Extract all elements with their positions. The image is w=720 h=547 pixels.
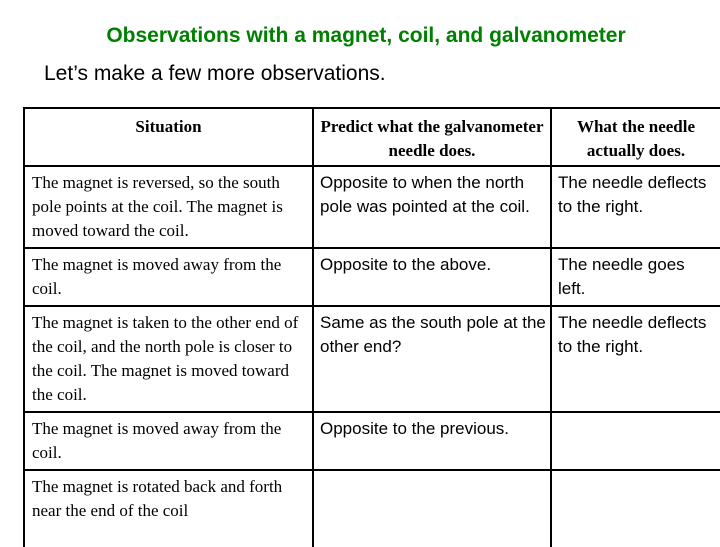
table-row xyxy=(24,412,720,470)
table-row xyxy=(24,166,720,248)
situation-cell: The magnet is taken to the other end of the coil, and the north pole is closer to the coil. The magnet is moved toward the coil. xyxy=(24,306,313,412)
header-actual: What the needle actually does. xyxy=(551,108,720,166)
header-prediction: Predict what the galvanometer needle does. xyxy=(313,108,551,166)
table-header-row xyxy=(24,108,720,166)
situation-cell: The magnet is moved away from the coil. xyxy=(24,412,313,470)
situation-cell: The magnet is moved away from the coil. xyxy=(24,248,313,306)
actual-cell xyxy=(551,470,720,547)
table-row xyxy=(24,248,720,306)
slide-title: Observations with a magnet, coil, and galvanometer xyxy=(106,24,626,47)
situation-cell: The magnet is rotated back and forth near the end of the coil xyxy=(24,470,313,547)
situation-cell: The magnet is reversed, so the south pole points at the coil. The magnet is moved toward the coil. xyxy=(24,166,313,248)
actual-cell: The needle deflects to the right. xyxy=(551,306,720,412)
actual-cell xyxy=(551,412,720,470)
actual-cell: The needle deflects to the right. xyxy=(551,166,720,248)
slide-subtitle: Let’s make a few more observations. xyxy=(44,62,386,85)
observations-table-container xyxy=(23,107,720,547)
prediction-cell xyxy=(313,470,551,547)
observations-table xyxy=(23,107,720,547)
table-row xyxy=(24,306,720,412)
table-row xyxy=(24,470,720,547)
header-situation: Situation xyxy=(24,108,313,166)
prediction-cell: Same as the south pole at the other end? xyxy=(313,306,551,412)
prediction-cell: Opposite to when the north pole was pointed at the coil. xyxy=(313,166,551,248)
actual-cell: The needle goes left. xyxy=(551,248,720,306)
prediction-cell: Opposite to the above. xyxy=(313,248,551,306)
prediction-cell: Opposite to the previous. xyxy=(313,412,551,470)
